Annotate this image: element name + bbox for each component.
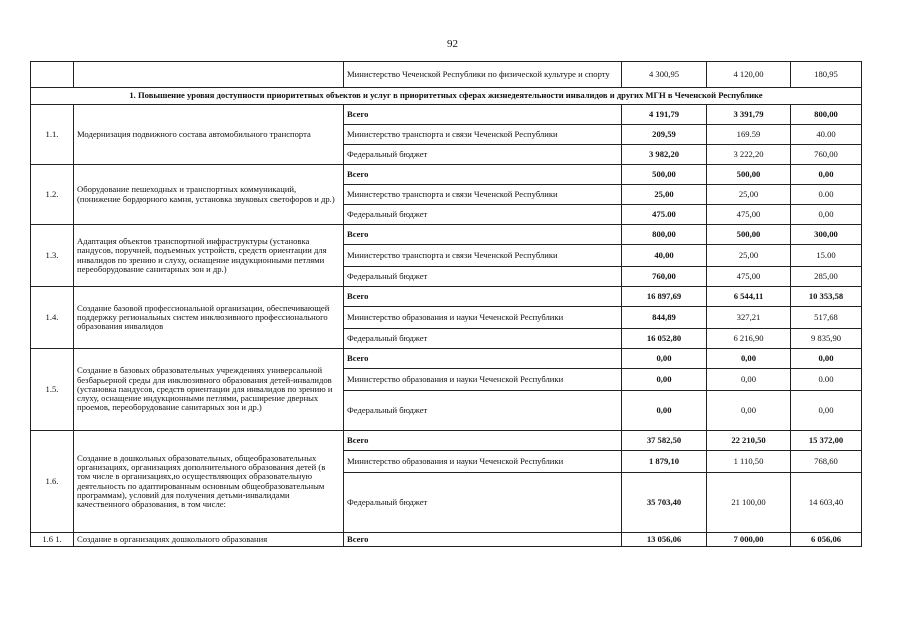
- value-cell-2: 500,00: [707, 225, 791, 245]
- value-cell-2: 1 110,50: [707, 451, 791, 473]
- value-cell-3: 0,00: [791, 349, 862, 369]
- funding-source: Федеральный бюджет: [344, 473, 622, 533]
- funding-source: Федеральный бюджет: [344, 145, 622, 165]
- item-number: 1.3.: [31, 225, 74, 287]
- value-cell-2: 3 222,20: [707, 145, 791, 165]
- value-cell-2: 7 000,00: [707, 533, 791, 547]
- table-row: [31, 287, 862, 307]
- value-cell-1: 500,00: [622, 165, 707, 185]
- item-number: 1.5.: [31, 349, 74, 431]
- item-description: Создание в базовых образовательных учреждениях универсальной безбарьерной среды для инклюзивного образования детей-инвалидов (установка пандусов, средств ориентации для инвалидов по зрению и слуху, оснащение индукционными петлями, расширение дверных проемов, переоборудование санитарных зон и др.): [74, 349, 344, 431]
- value-cell-2: 0,00: [707, 391, 791, 431]
- funding-source: Федеральный бюджет: [344, 329, 622, 349]
- value-cell-1: 4 300,95: [622, 62, 707, 88]
- item-description: Создание в дошкольных образовательных, общеобразовательных организациях, организациях дополнительного образования детей (в том числе в организациях,ю осуществляющих образовательную деятельность по адаптированным основным общеобразовательным программам), условий для получения детьми-инвалидами качественного образования, в том числе:: [74, 431, 344, 533]
- item-number: 1.4.: [31, 287, 74, 349]
- budget-table: [30, 61, 862, 547]
- value-cell-2: 0,00: [707, 349, 791, 369]
- value-cell-1: 16 897,69: [622, 287, 707, 307]
- funding-source: Федеральный бюджет: [344, 205, 622, 225]
- value-cell-3: 285,00: [791, 267, 862, 287]
- value-cell-3: 300,00: [791, 225, 862, 245]
- value-cell-3: 15.00: [791, 245, 862, 267]
- item-description: Создание базовой профессиональной организации, обеспечивающей поддержку региональных систем инклюзивного профессионального образования инвалидов: [74, 287, 344, 349]
- value-cell-3: 6 056,06: [791, 533, 862, 547]
- value-cell-3: 760,00: [791, 145, 862, 165]
- desc-cell: [74, 62, 344, 88]
- table-row: [31, 431, 862, 451]
- funding-source: Министерство транспорта и связи Чеченской Республики: [344, 125, 622, 145]
- value-cell-1: 4 191,79: [622, 105, 707, 125]
- value-cell-3: 0,00: [791, 205, 862, 225]
- funding-source: Всего: [344, 287, 622, 307]
- funding-source: Всего: [344, 225, 622, 245]
- value-cell-3: 9 835,90: [791, 329, 862, 349]
- value-cell-2: 169.59: [707, 125, 791, 145]
- value-cell-1: 1 879,10: [622, 451, 707, 473]
- funding-source: Всего: [344, 431, 622, 451]
- value-cell-1: 16 052,80: [622, 329, 707, 349]
- section-title: 1. Повышение уровня доступности приоритетных объектов и услуг в приоритетных сферах жизнедеятельности инвалидов и других МГН в Чеченской Республике: [31, 88, 862, 105]
- item-description: Адаптация объектов транспортной инфраструктуры (установка пандусов, поручней, подъемных устройств, средств ориентации для инвалидов по зрению и слуху, оснащение индукционными петлями переоборудование санитарных зон и др.): [74, 225, 344, 287]
- item-number: 1.2.: [31, 165, 74, 225]
- item-description: Оборудование пешеходных и транспортных коммуникаций, (понижение бордюрного камня, установка звуковых светофоров и др.): [74, 165, 344, 225]
- value-cell-3: 0,00: [791, 391, 862, 431]
- value-cell-3: 0.00: [791, 185, 862, 205]
- value-cell-1: 3 982,20: [622, 145, 707, 165]
- value-cell-1: 40,00: [622, 245, 707, 267]
- value-cell-3: 800,00: [791, 105, 862, 125]
- value-cell-2: 475,00: [707, 205, 791, 225]
- page-number: 92: [447, 38, 458, 50]
- item-number: 1.6 1.: [31, 533, 74, 547]
- funding-source: Всего: [344, 105, 622, 125]
- source-cell: Министерство Чеченской Республики по физической культуре и спорту: [344, 62, 622, 88]
- table-row: [31, 533, 862, 547]
- table-row: [31, 105, 862, 125]
- value-cell-1: 0,00: [622, 369, 707, 391]
- funding-source: Всего: [344, 533, 622, 547]
- table-row: [31, 349, 862, 369]
- value-cell-1: 0,00: [622, 349, 707, 369]
- value-cell-3: 517,68: [791, 307, 862, 329]
- funding-source: Всего: [344, 349, 622, 369]
- value-cell-2: 500,00: [707, 165, 791, 185]
- value-cell-3: 15 372,00: [791, 431, 862, 451]
- value-cell-1: 800,00: [622, 225, 707, 245]
- value-cell-2: 25,00: [707, 245, 791, 267]
- item-number: 1.6.: [31, 431, 74, 533]
- funding-source: Всего: [344, 165, 622, 185]
- table-row-header: [31, 62, 862, 88]
- item-number: 1.1.: [31, 105, 74, 165]
- item-description: Модернизация подвижного состава автомобильного транспорта: [74, 105, 344, 165]
- value-cell-2: 0,00: [707, 369, 791, 391]
- funding-source: Министерство образования и науки Чеченской Республики: [344, 307, 622, 329]
- table-row: [31, 165, 862, 185]
- value-cell-1: 37 582,50: [622, 431, 707, 451]
- value-cell-2: 3 391,79: [707, 105, 791, 125]
- table-row: [31, 225, 862, 245]
- funding-source: Министерство образования и науки Чеченской Республики: [344, 369, 622, 391]
- value-cell-1: 209,59: [622, 125, 707, 145]
- value-cell-1: 844,89: [622, 307, 707, 329]
- value-cell-2: 475,00: [707, 267, 791, 287]
- item-description: Создание в организациях дошкольного образования: [74, 533, 344, 547]
- funding-source: Министерство образования и науки Чеченской Республики: [344, 451, 622, 473]
- funding-source: Федеральный бюджет: [344, 267, 622, 287]
- num-cell: [31, 62, 74, 88]
- table-body: [31, 62, 862, 547]
- value-cell-1: 25,00: [622, 185, 707, 205]
- value-cell-1: 475.00: [622, 205, 707, 225]
- value-cell-3: 0,00: [791, 165, 862, 185]
- value-cell-2: 22 210,50: [707, 431, 791, 451]
- value-cell-2: 4 120,00: [707, 62, 791, 88]
- value-cell-3: 0.00: [791, 369, 862, 391]
- value-cell-3: 768,60: [791, 451, 862, 473]
- value-cell-2: 327,21: [707, 307, 791, 329]
- value-cell-2: 6 544,11: [707, 287, 791, 307]
- funding-source: Федеральный бюджет: [344, 391, 622, 431]
- value-cell-3: 40.00: [791, 125, 862, 145]
- section-row: [31, 88, 862, 105]
- value-cell-1: 760,00: [622, 267, 707, 287]
- value-cell-2: 25,00: [707, 185, 791, 205]
- value-cell-3: 10 353,58: [791, 287, 862, 307]
- value-cell-1: 0,00: [622, 391, 707, 431]
- value-cell-1: 35 703,40: [622, 473, 707, 533]
- value-cell-2: 21 100,00: [707, 473, 791, 533]
- funding-source: Министерство транспорта и связи Чеченской Республики: [344, 185, 622, 205]
- value-cell-3: 14 603,40: [791, 473, 862, 533]
- value-cell-3: 180,95: [791, 62, 862, 88]
- funding-source: Министерство транспорта и связи Чеченской Республики: [344, 245, 622, 267]
- value-cell-2: 6 216,90: [707, 329, 791, 349]
- value-cell-1: 13 056,06: [622, 533, 707, 547]
